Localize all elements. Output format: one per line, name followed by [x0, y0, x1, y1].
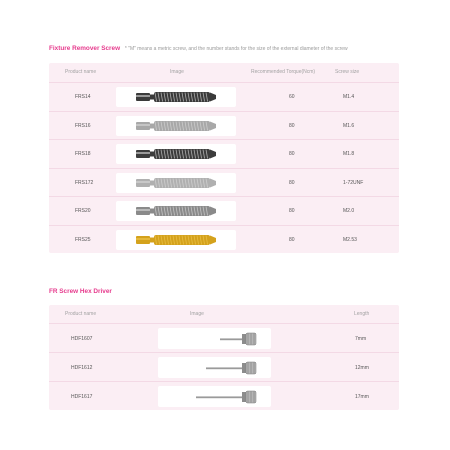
table-row	[49, 196, 399, 225]
product-image-box	[158, 386, 271, 407]
header-image: Image	[190, 311, 204, 317]
screw-size: M1.6	[343, 122, 355, 129]
torque-value: 80	[289, 122, 295, 129]
driver-section-title	[49, 288, 112, 295]
product-name: HDF1617	[71, 394, 93, 400]
remover-note: * "M" means a metric screw, and the number stands for the size of the external diameter of the screw	[124, 46, 348, 52]
screw-size: M1.4	[343, 94, 355, 100]
driver-table	[49, 305, 399, 410]
table-row	[49, 82, 399, 111]
length-value: 12mm	[355, 365, 369, 371]
product-image-box	[158, 357, 271, 378]
length-value: 17mm	[355, 394, 369, 400]
header-torque: Recommended Torque(Ncm)	[251, 69, 316, 75]
screw-image	[126, 145, 226, 163]
screw-size: M1.8	[343, 151, 355, 157]
header-length: Length	[354, 311, 370, 317]
table-row	[49, 381, 399, 410]
screw-image	[126, 117, 226, 135]
product-name: FRS16	[75, 122, 91, 129]
table-row	[49, 168, 399, 197]
product-image-box	[116, 230, 236, 250]
product-name: HDF1607	[71, 336, 93, 342]
header-product-name: Product name	[65, 69, 97, 75]
screw-size: 1-72UNF	[343, 179, 364, 186]
table-row	[49, 225, 399, 254]
hex-driver-image	[166, 330, 262, 348]
torque-value: 80	[289, 151, 295, 157]
product-image-box	[116, 173, 236, 193]
product-image-box	[116, 201, 236, 221]
product-image-box	[116, 87, 236, 107]
torque-value: 60	[289, 94, 295, 100]
product-name: FRS18	[75, 151, 91, 157]
screw-size: M2.53	[343, 236, 357, 243]
table-row	[49, 323, 399, 352]
hex-driver-image	[166, 359, 262, 377]
hex-driver-image	[166, 388, 262, 406]
torque-value: 80	[289, 179, 295, 186]
table-row	[49, 111, 399, 140]
torque-value: 80	[289, 236, 295, 243]
product-image-box	[116, 116, 236, 136]
screw-image	[126, 231, 226, 249]
remover-table	[49, 63, 399, 253]
product-image-box	[158, 328, 271, 349]
product-name: HDF1612	[71, 365, 93, 371]
screw-image	[126, 174, 226, 192]
length-value: 7mm	[355, 336, 367, 342]
header-screw-size: Screw size	[335, 69, 360, 75]
remover-title: Fixture Remover Screw	[49, 45, 121, 52]
driver-title: FR Screw Hex Driver	[49, 288, 112, 295]
screw-image	[126, 202, 226, 220]
screw-size: M2.0	[343, 208, 355, 214]
product-name: FRS14	[75, 94, 91, 100]
table-row	[49, 352, 399, 381]
header-image: Image	[170, 69, 184, 75]
header-product-name: Product name	[65, 311, 97, 317]
product-name: FRS25	[75, 236, 91, 243]
product-name: FRS172	[75, 179, 94, 186]
table-row	[49, 139, 399, 168]
torque-value: 80	[289, 208, 295, 214]
product-name: FRS20	[75, 208, 91, 214]
remover-section-title	[49, 45, 348, 52]
screw-image	[126, 88, 226, 106]
product-image-box	[116, 144, 236, 164]
